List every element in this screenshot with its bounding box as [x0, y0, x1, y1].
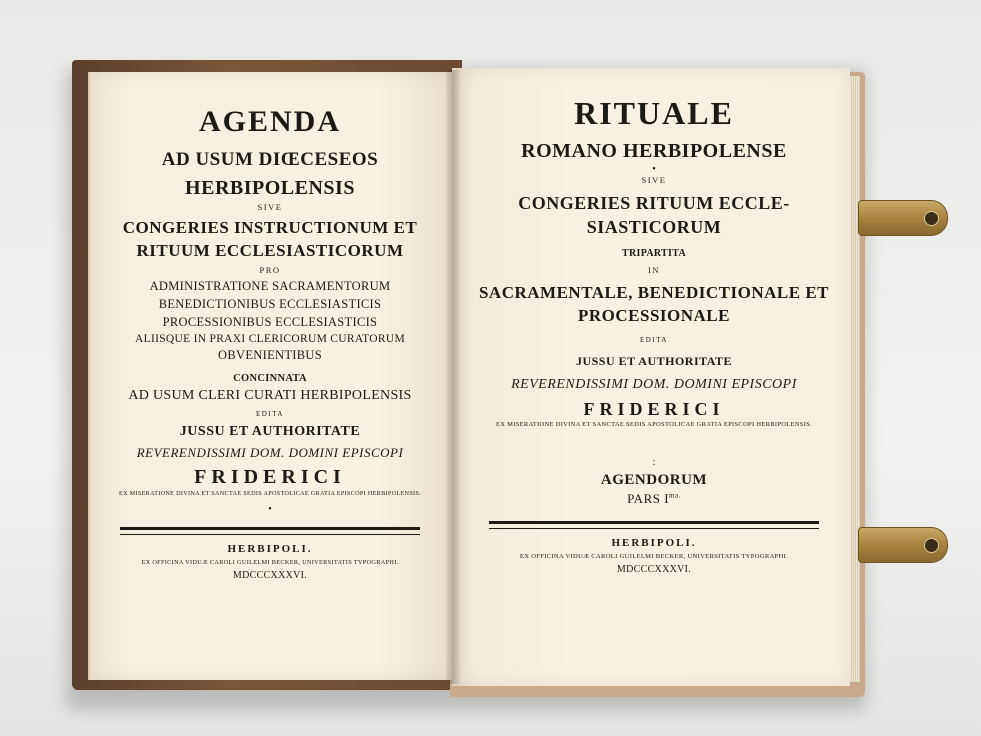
right-divider-rule — [489, 521, 819, 529]
left-jussu: JUSSU ET AUTHORITATE — [179, 424, 361, 439]
right-reverend: REVERENDISSIMI DOM. DOMINI EPISCOPI — [511, 377, 797, 392]
right-line-processionale: PROCESSIONALE — [578, 306, 730, 325]
page-edges — [850, 76, 860, 682]
right-jussu: JUSSU ET AUTHORITATE — [575, 354, 733, 368]
left-concinnata: CONCINNATA — [233, 373, 307, 384]
right-city: HERBIPOLI. — [611, 537, 697, 549]
right-line-romano: ROMANO HERBIPOLENSE — [521, 140, 787, 162]
left-title: AGENDA — [198, 105, 341, 138]
left-city: HERBIPOLI. — [227, 543, 313, 555]
right-sive: SIVE — [641, 175, 667, 185]
left-list-item: OBVENIENTIBUS — [218, 348, 322, 362]
clasp-hole — [924, 211, 939, 226]
left-list-item: PROCESSIONIBUS ECCLESIASTICIS — [162, 315, 378, 329]
right-name: FRIDERICI — [583, 399, 725, 419]
left-name: FRIDERICI — [194, 466, 346, 488]
right-year: MDCCCXXXVI. — [616, 564, 692, 575]
right-pars-text: PARS I — [627, 491, 670, 506]
left-officina: EX OFFICINA VIDUÆ CAROLI GUILELMI BECKER, UNIVERSITATIS TYPOGRAPHI. — [141, 559, 399, 566]
right-edita: EDITA — [640, 336, 668, 344]
left-edita: EDITA — [256, 410, 284, 418]
left-miseratione: EX MISERATIONE DIVINA ET SANCTAE SEDIS APOSTOLICAE GRATIA EPISCOPI HERBIPOLENSIS. — [118, 490, 422, 497]
ornament-dot: : — [652, 457, 656, 468]
ornament-dot: • — [652, 164, 656, 175]
right-title: RITUALE — [574, 95, 734, 131]
right-pars — [470, 491, 838, 507]
right-line-sacramentale: SACRAMENTALE, BENEDICTIONALE ET — [478, 283, 830, 302]
right-officina: EX OFFICINA VIDUÆ CAROLI GUILELMI BECKER, UNIVERSITATIS TYPOGRAPHI. — [519, 553, 789, 560]
clasp-hole — [924, 538, 939, 553]
brass-clasp-top — [858, 200, 948, 236]
right-tripartita: TRIPARTITA — [622, 248, 686, 259]
left-sive: SIVE — [257, 202, 283, 212]
ornament-dot: • — [268, 504, 272, 515]
left-divider-rule — [120, 527, 420, 535]
right-agendorum: AGENDORUM — [600, 472, 708, 488]
right-pars-sup: ma. — [669, 491, 681, 500]
right-title-page — [470, 95, 838, 575]
right-in: IN — [648, 265, 660, 275]
left-reverend: REVERENDISSIMI DOM. DOMINI EPISCOPI — [136, 445, 404, 460]
left-line-diocese: AD USUM DIŒCESEOS — [161, 149, 379, 170]
right-line-siasticorum: SIASTICORUM — [586, 217, 722, 237]
left-title-page — [105, 105, 435, 581]
left-list-item: BENEDICTIONIBUS ECCLESIASTICIS — [158, 297, 382, 311]
brass-clasp-bottom — [858, 527, 948, 563]
right-miseratione: EX MISERATIONE DIVINA ET SANCTAE SEDIS APOSTOLICAE GRATIA EPISCOPI HERBIPOLENSIS. — [495, 421, 813, 428]
left-year: MDCCCXXXVI. — [232, 570, 308, 581]
left-line-rituum: RITUUM ECCLESIASTICORUM — [136, 241, 404, 260]
left-list-item: ALIISQUE IN PRAXI CLERICORUM CURATORUM — [135, 333, 405, 345]
left-line-herbipolensis: HERBIPOLENSIS — [185, 177, 355, 199]
left-line-congeries: CONGERIES INSTRUCTIONUM ET — [122, 218, 418, 237]
right-line-congeries: CONGERIES RITUUM ECCLE- — [518, 193, 790, 213]
spine-gutter — [446, 70, 460, 684]
left-list-item: ADMINISTRATIONE SACRAMENTORUM — [149, 279, 391, 293]
left-pro: PRO — [259, 265, 281, 275]
left-cleri: AD USUM CLERI CURATI HERBIPOLENSIS — [128, 388, 412, 403]
